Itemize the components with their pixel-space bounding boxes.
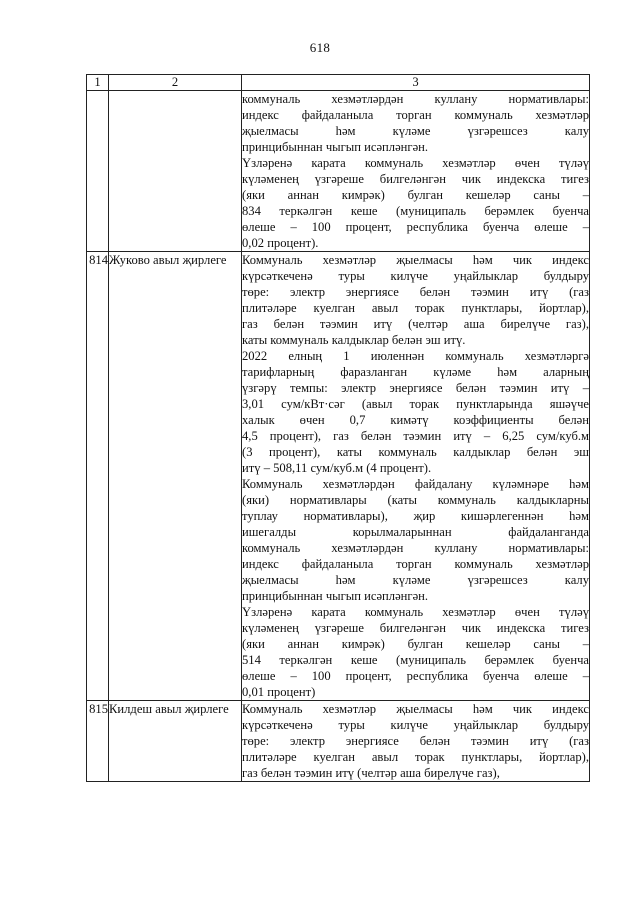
- text-line: Коммуналь хезмәтләр җыелмасы һәм чик индекс: [242, 702, 589, 716]
- text-line: индекс файдаланыла торган коммуналь хезмәтләр: [242, 557, 589, 571]
- text-line: 834 теркәлгән кеше (муниципаль берәмлек буенча: [242, 204, 589, 218]
- table-row: [87, 252, 590, 701]
- description-paragraph: [242, 155, 589, 251]
- text-line: коммуналь хезмәтләрдән куллану нормативлары:: [242, 541, 589, 555]
- text-line: (яки аннан кимрәк) булган кешеләр саны –: [242, 188, 589, 202]
- text-line: Үзләренә карата коммуналь хезмәтләр өчен түләү: [242, 605, 589, 619]
- text-line: Коммуналь хезмәтләр җыелмасы һәм чик индекс: [242, 253, 589, 267]
- description-cell: [242, 91, 590, 252]
- header-col-3: 3: [242, 75, 590, 91]
- table-row: [87, 91, 590, 252]
- text-line: күрсәткеченә туры килүче уңайлыклар булдыру: [242, 718, 589, 732]
- text-line: җыелмасы һәм күләме үзгәрешсез калу: [242, 124, 589, 138]
- header-col-1: 1: [87, 75, 109, 91]
- text-line: Коммуналь хезмәтләрдән файдалану күләмнәре һәм: [242, 477, 589, 491]
- settlement-name: Жуково авыл җирлеге: [109, 252, 242, 701]
- text-line: 3,01 сум/кВт·сәг (авыл торак пунктларында яшәүче: [242, 397, 589, 411]
- text-line: (3 процент), каты коммуналь калдыклар белән эш: [242, 445, 589, 459]
- description-cell: [242, 252, 590, 701]
- text-line: 4,5 процент), газ белән тәэмин итү – 6,25 сум/куб.м: [242, 429, 589, 443]
- row-number: [87, 91, 109, 252]
- description-paragraph: [242, 476, 589, 604]
- row-number: 815: [87, 701, 109, 782]
- text-line: халык өчен 0,7 кимәтү коэффициенты белән: [242, 413, 589, 427]
- text-line: күләменең үзгәреше билгеләнгән чик индекска тигез: [242, 172, 589, 186]
- text-line: итү – 508,11 сум/куб.м (4 процент).: [242, 461, 432, 475]
- text-line: 0,02 процент).: [242, 236, 319, 250]
- description-paragraph: [242, 252, 589, 348]
- page-number: 618: [309, 40, 331, 55]
- text-line: 0,01 процент): [242, 685, 316, 699]
- text-line: каты коммуналь калдыклар белән эш итү.: [242, 333, 466, 347]
- table-header-row: [87, 75, 590, 91]
- text-line: (яки аннан кимрәк) булган кешеләр саны –: [242, 637, 589, 651]
- settlement-name: Килдеш авыл җирлеге: [109, 701, 242, 782]
- row-number: 814: [87, 252, 109, 701]
- text-line: ишегалды корылмаларыннан файдаланганда: [242, 525, 589, 539]
- text-line: принцибыннан чыгып исәпләнгән.: [242, 140, 429, 154]
- text-line: җыелмасы һәм күләме үзгәрешсез калу: [242, 573, 589, 587]
- description-paragraph: [242, 91, 589, 155]
- description-paragraph: [242, 348, 589, 476]
- text-line: тарифларның фаразланган күләме һәм аларның: [242, 365, 589, 379]
- header-col-2: 2: [109, 75, 242, 91]
- text-line: коммуналь хезмәтләрдән куллану нормативлары:: [242, 92, 589, 106]
- text-line: плитәләре куелган авыл торак пунктлары, йортлар),: [242, 301, 589, 315]
- text-line: (яки) нормативлары (каты коммуналь калдыкларны: [242, 493, 589, 507]
- settlement-name: [109, 91, 242, 252]
- text-line: күрсәткеченә туры килүче уңайлыклар булдыру: [242, 269, 589, 283]
- text-line: өлеше – 100 процент, республика буенча өлеше –: [242, 669, 589, 683]
- text-line: үзгәрү темпы: электр энергиясе белән тәэмин итү –: [242, 381, 589, 395]
- text-line: төре: электр энергиясе белән тәэмин итү (газ: [242, 285, 589, 299]
- description-cell: [242, 701, 590, 782]
- text-line: газ белән тәэмин итү (челтәр аша бирелүче газ),: [242, 317, 589, 331]
- text-line: өлеше – 100 процент, республика буенча өлеше –: [242, 220, 589, 234]
- document-table: [86, 74, 590, 782]
- text-line: төре: электр энергиясе белән тәэмин итү (газ: [242, 734, 589, 748]
- text-line: индекс файдаланыла торган коммуналь хезмәтләр: [242, 108, 589, 122]
- text-line: Үзләренә карата коммуналь хезмәтләр өчен түләү: [242, 156, 589, 170]
- text-line: туплау нормативлары), җир кишәрлегеннән һәм: [242, 509, 589, 523]
- text-line: газ белән тәэмин итү (челтәр аша бирелүче газ),: [242, 766, 500, 780]
- description-paragraph: [242, 701, 589, 781]
- table-row: [87, 701, 590, 782]
- text-line: 514 теркәлгән кеше (муниципаль берәмлек буенча: [242, 653, 589, 667]
- text-line: күләменең үзгәреше билгеләнгән чик индекска тигез: [242, 621, 589, 635]
- text-line: плитәләре куелган авыл торак пунктлары, йортлар),: [242, 750, 589, 764]
- text-line: 2022 елның 1 июленнән коммуналь хезмәтләргә: [242, 349, 589, 363]
- text-line: принцибыннан чыгып исәпләнгән.: [242, 589, 429, 603]
- description-paragraph: [242, 604, 589, 700]
